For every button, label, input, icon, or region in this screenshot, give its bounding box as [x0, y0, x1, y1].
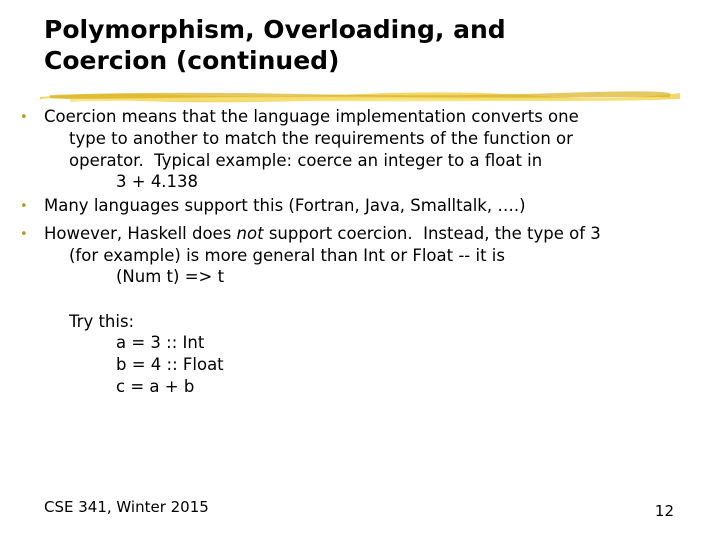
code-line-1: a = 3 :: Int	[116, 333, 205, 352]
bullet-marker-2: •	[20, 199, 28, 214]
code-line-3: c = a + b	[116, 377, 195, 396]
bullet-3-line-2: (for example) is more general than Int or Float -- it is	[69, 246, 505, 265]
title-line-2: Coercion (continued)	[44, 46, 340, 75]
code-line-2: b = 4 :: Float	[116, 355, 224, 374]
bullet-1-line-3: operator. Typical example: coerce an integer to a float in	[69, 151, 543, 170]
bullet-1-line-2: type to another to match the requirements of the function or	[69, 129, 573, 148]
bullet-marker-3: •	[20, 227, 28, 242]
page-number: 12	[654, 502, 674, 520]
title-line-1: Polymorphism, Overloading, and	[44, 15, 506, 44]
bullet-3-post: support coercion. Instead, the type of 3	[263, 224, 601, 243]
bullet-3-emphasis: not	[236, 224, 264, 243]
title-underline-brush	[40, 88, 680, 106]
bullet-1-line-1: Coercion means that the language implementation converts one	[44, 107, 579, 126]
slide-footer: CSE 341, Winter 2015	[44, 498, 209, 516]
try-label: Try this:	[69, 312, 135, 331]
bullet-3-pre: However, Haskell does	[44, 224, 237, 243]
slide-title	[44, 14, 694, 76]
bullet-2-line-1: Many languages support this (Fortran, Java, Smalltalk, ….)	[44, 196, 526, 215]
bullet-3-line-1	[44, 223, 601, 245]
bullet-marker-1: •	[20, 110, 28, 125]
bullet-1-line-4: 3 + 4.138	[116, 172, 199, 191]
bullet-3-line-3: (Num t) => t	[116, 267, 225, 286]
